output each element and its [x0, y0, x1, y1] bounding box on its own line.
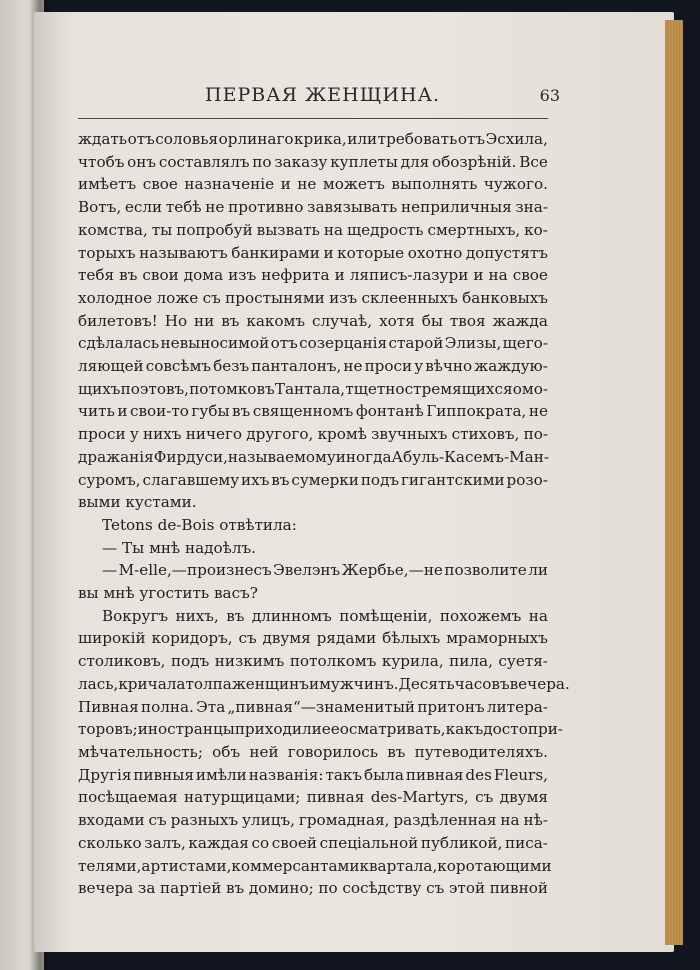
text-line: выми кустами. [78, 493, 197, 512]
text-line: — Ты мнѣ надоѣлъ. [102, 538, 256, 557]
text-line: торыхъ называютъ банкирами и которые охотно допустятъ [78, 243, 548, 262]
page-number: 63 [539, 86, 560, 105]
text-line: Пивная полна. Эта „пивная“—знаменитый притонъ литера- [78, 697, 548, 716]
text-line: сколько залъ, каждая со своей спеціальной публикой, писа- [78, 833, 548, 852]
text-line: широкій коридоръ, съ двумя рядами бѣлыхъ мраморныхъ [78, 629, 548, 648]
running-title: ПЕРВАЯ ЖЕНЩИНА. [205, 84, 440, 106]
text-line: — M-elle,—произнесъ Эвелэнъ Жербье,—не позволите ли [102, 561, 548, 580]
text-line: Другія пивныя имѣли названія: такъ была пивная des Fleurs, [78, 765, 548, 784]
text-line: торовъ; иностранцы приходили ее осматривать, какъ достопри- [78, 720, 563, 739]
text-line: вечера за партіей въ домино; по сосѣдству съ этой пивной [78, 879, 548, 898]
text-line: чтобъ онъ составлялъ по заказу куплеты для обозрѣній. Все [78, 152, 548, 171]
text-line: Вотъ, если тебѣ не противно завязывать неприличныя зна- [78, 198, 548, 217]
text-line: Tetons de-Bois отвѣтила: [102, 515, 297, 534]
page-block-edge [665, 20, 683, 945]
text-line: суромъ, слагавшему ихъ въ сумерки подъ гигантскими розо- [78, 470, 548, 489]
text-line: входами съ разныхъ улицъ, громадная, раздѣленная на нѣ- [78, 811, 548, 830]
text-line: ляющей совсѣмъ безъ панталонъ, не проси у вѣчно жаждую- [78, 357, 548, 376]
text-line: щихъ поэтовъ, потомковъ Тантала, тщетно стремящихся омо- [78, 379, 548, 398]
text-line: Вокругъ нихъ, въ длинномъ помѣщеніи, похожемъ на [102, 606, 548, 625]
text-line: чить и свои-то губы въ священномъ фонтанѣ Гиппократа, не [78, 402, 548, 421]
text-line: комства, ты попробуй вызвать на щедрость смертныхъ, ко- [78, 220, 548, 239]
text-line: столиковъ, подъ низкимъ потолкомъ курила, пила, суетя- [78, 652, 548, 671]
text-line: тебя въ свои дома изъ нефрита и ляписъ-лазури и на свое [78, 266, 548, 285]
text-line: ждать отъ соловья орлинаго крика, или требовать отъ Эсхила, [78, 130, 548, 148]
text-line: сдѣлалась невыносимой отъ созерцанія старой Элизы, щего- [78, 334, 548, 353]
text-line: мѣчательность; объ ней говорилось въ путеводителяхъ. [78, 742, 548, 761]
text-line: билетовъ! Но ни въ какомъ случаѣ, хотя бы твоя жажда [78, 311, 548, 330]
text-line: посѣщаемая натурщицами; пивная des-Martyrs, съ двумя [78, 788, 548, 807]
running-head [60, 84, 560, 108]
body-text [78, 128, 570, 900]
text-line: проси у нихъ ничего другого, кромѣ звучныхъ стиховъ, по- [78, 425, 548, 444]
text-line: телями, артистами, коммерсантами квартала, коротающими [78, 856, 552, 875]
header-rule [78, 118, 548, 119]
text-line: холодное ложе съ простынями изъ склеенныхъ банковыхъ [78, 288, 548, 307]
text-line: вы мнѣ угостить васъ? [78, 584, 258, 603]
text-line: имѣетъ свое назначеніе и не можетъ выполнять чужого. [78, 175, 548, 194]
text-line: лась, кричала толпа женщинъ и мужчинъ. Десять часовъ вечера. [78, 674, 570, 693]
text-line: дражанія Фирдуси, называемому иногда Абуль-Касемъ-Ман- [78, 447, 549, 466]
